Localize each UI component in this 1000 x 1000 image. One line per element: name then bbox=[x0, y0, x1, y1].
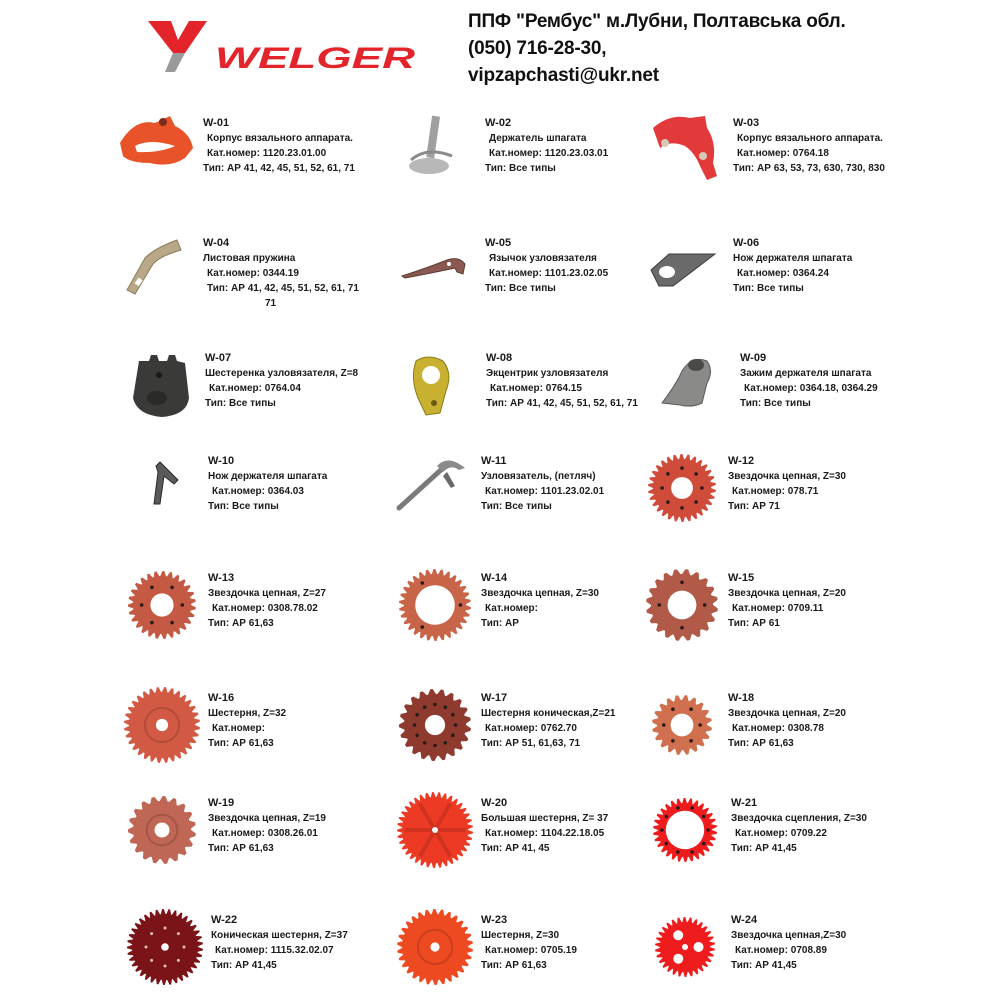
phone-number: (050) 716-28-30, bbox=[468, 38, 607, 59]
part-name: Узловязатель, (петляч) bbox=[481, 471, 596, 482]
part-catalog-number: Кат.номер: 1101.23.02.01 bbox=[485, 486, 605, 497]
gear-icon bbox=[120, 683, 205, 768]
part-name: Большая шестерня, Z= 37 bbox=[481, 813, 609, 824]
part-catalog-number: Кат.номер: 0308.26.01 bbox=[212, 828, 318, 839]
part-code: W-21 bbox=[731, 797, 758, 809]
part-type: Тип: АР 61,63 bbox=[208, 843, 274, 854]
part-catalog-number: Кат.номер: 0364.18, 0364.29 bbox=[744, 383, 878, 394]
part-name: Звездочка сцепления, Z=30 bbox=[731, 813, 867, 824]
part-catalog-number: Кат.номер: 0344.19 bbox=[207, 268, 299, 279]
part-catalog-number: Кат.номер: 0364.03 bbox=[212, 486, 304, 497]
part-catalog-number: Кат.номер: 1120.23.01.00 bbox=[207, 148, 327, 159]
part-name: Шестерня, Z=30 bbox=[481, 930, 560, 941]
part-name: Зажим держателя шпагата bbox=[740, 368, 872, 379]
knotter-hook-icon bbox=[393, 446, 478, 531]
part-card-w07 bbox=[117, 343, 407, 438]
part-type-continuation: 71 bbox=[265, 298, 277, 309]
sprocket-icon bbox=[640, 683, 725, 768]
part-name: Держатель шпагата bbox=[489, 133, 587, 144]
part-code: W-09 bbox=[740, 352, 767, 364]
company-address: ППФ "Рембус" м.Лубни, Полтавська обл. bbox=[468, 11, 846, 32]
part-type: Тип: АР 41,45 bbox=[731, 960, 797, 971]
sprocket-icon bbox=[643, 905, 728, 990]
sprocket-icon bbox=[643, 788, 728, 873]
part-type: Тип: АР 41, 42, 45, 51, 52, 61, 71 bbox=[207, 283, 359, 294]
part-card-w06 bbox=[645, 228, 935, 323]
gear-icon bbox=[393, 905, 478, 990]
sprocket-icon bbox=[640, 446, 725, 531]
welger-logo bbox=[145, 18, 420, 73]
part-name: Звездочка цепная, Z=30 bbox=[481, 588, 599, 599]
part-code: W-02 bbox=[485, 117, 512, 129]
part-code: W-22 bbox=[211, 914, 238, 926]
part-name: Корпус вязального аппарата. bbox=[207, 133, 353, 144]
part-catalog-number: Кат.номер: 0764.15 bbox=[490, 383, 582, 394]
part-type: Тип: АР 71 bbox=[728, 501, 780, 512]
sprocket-icon bbox=[120, 788, 205, 873]
part-code: W-08 bbox=[486, 352, 513, 364]
part-card-w18 bbox=[640, 683, 930, 778]
part-card-w22 bbox=[123, 905, 413, 1000]
part-type: Тип: АР 61,63 bbox=[728, 738, 794, 749]
sprocket-icon bbox=[393, 563, 478, 648]
part-code: W-05 bbox=[485, 237, 512, 249]
sprocket-icon bbox=[120, 563, 205, 648]
part-card-w10 bbox=[120, 446, 410, 541]
part-type: Тип: Все типы bbox=[485, 283, 556, 294]
part-card-w03 bbox=[645, 108, 935, 203]
email-address: vipzapchasti@ukr.net bbox=[468, 65, 659, 86]
part-card-w13 bbox=[120, 563, 410, 658]
part-code: W-12 bbox=[728, 455, 755, 467]
part-catalog-number: Кат.номер: 1115.32.02.07 bbox=[215, 945, 334, 956]
part-catalog-number: Кат.номер: 0364.24 bbox=[737, 268, 829, 279]
part-name: Шестерня коническая,Z=21 bbox=[481, 708, 616, 719]
part-type: Тип: АР 41,45 bbox=[211, 960, 277, 971]
part-card-w02 bbox=[397, 108, 687, 203]
bent-knife-icon bbox=[120, 446, 205, 531]
part-catalog-number: Кат.номер: 0308.78 bbox=[732, 723, 824, 734]
part-name: Шестеренка узловязателя, Z=8 bbox=[205, 368, 359, 379]
knotter-tongue-icon bbox=[397, 228, 482, 313]
part-catalog-number: Кат.номер: 0709.22 bbox=[735, 828, 827, 839]
part-card-w05 bbox=[397, 228, 687, 323]
part-name: Нож держателя шпагата bbox=[208, 471, 328, 482]
part-card-w15 bbox=[640, 563, 930, 658]
part-type: Тип: АР bbox=[481, 618, 519, 629]
part-name: Корпус вязального аппарата. bbox=[737, 133, 883, 144]
part-name: Звездочка цепная, Z=19 bbox=[208, 813, 326, 824]
part-name: Звездочка цепная, Z=20 bbox=[728, 588, 846, 599]
eccentric-cam-icon bbox=[398, 343, 483, 428]
part-code: W-04 bbox=[203, 237, 230, 249]
part-catalog-number: Кат.номер: bbox=[485, 603, 538, 614]
part-catalog-number: Кат.номер: bbox=[212, 723, 265, 734]
part-code: W-24 bbox=[731, 914, 758, 926]
part-type: Тип: Все типы bbox=[205, 398, 276, 409]
part-card-w16 bbox=[120, 683, 410, 778]
part-code: W-13 bbox=[208, 572, 235, 584]
bevel-gear-icon bbox=[123, 905, 208, 990]
part-card-w20 bbox=[393, 788, 683, 883]
part-card-w08 bbox=[398, 343, 688, 438]
part-name: Звездочка цепная,Z=30 bbox=[731, 930, 847, 941]
welger-logo-icon bbox=[145, 18, 420, 73]
part-catalog-number: Кат.номер: 1101.23.02.05 bbox=[489, 268, 609, 279]
part-type: Тип: АР 41, 42, 45, 51, 52, 61, 71 bbox=[486, 398, 638, 409]
bevel-gear-icon bbox=[393, 683, 478, 768]
contact-info bbox=[468, 8, 846, 89]
knife-plate-icon bbox=[645, 228, 730, 313]
part-type: Тип: АР 41, 45 bbox=[481, 843, 550, 854]
part-card-w01 bbox=[115, 108, 405, 203]
part-type: Тип: АР 41,45 bbox=[731, 843, 797, 854]
part-type: Тип: АР 61,63 bbox=[208, 738, 274, 749]
sprocket-icon bbox=[640, 563, 725, 648]
part-code: W-11 bbox=[481, 455, 507, 467]
part-code: W-18 bbox=[728, 692, 755, 704]
part-name: Звездочка цепная, Z=30 bbox=[728, 471, 846, 482]
part-code: W-17 bbox=[481, 692, 508, 704]
svg-text:WELGER: WELGER bbox=[215, 42, 416, 73]
part-type: Тип: АР 61 bbox=[728, 618, 780, 629]
part-type: Тип: АР 51, 61,63, 71 bbox=[481, 738, 581, 749]
part-name: Нож держателя шпагата bbox=[733, 253, 853, 264]
part-type: Тип: АР 61,63 bbox=[481, 960, 547, 971]
part-name: Звездочка цепная, Z=27 bbox=[208, 588, 326, 599]
part-catalog-number: Кат.номер: 1104.22.18.05 bbox=[485, 828, 605, 839]
part-type: Тип: Все типы bbox=[733, 283, 804, 294]
part-code: W-15 bbox=[728, 572, 755, 584]
gear-icon bbox=[393, 788, 478, 873]
part-card-w12 bbox=[640, 446, 930, 541]
part-catalog-number: Кат.номер: 0764.04 bbox=[209, 383, 301, 394]
leaf-spring-icon bbox=[115, 228, 200, 313]
twine-holder-icon bbox=[397, 108, 482, 193]
part-code: W-07 bbox=[205, 352, 232, 364]
part-catalog-number: Кат.номер: 0705.19 bbox=[485, 945, 577, 956]
part-catalog-number: Кат.номер: 0709.11 bbox=[732, 603, 824, 614]
part-code: W-23 bbox=[481, 914, 508, 926]
part-name: Язычок узловязателя bbox=[489, 253, 597, 264]
part-code: W-03 bbox=[733, 117, 760, 129]
part-card-w19 bbox=[120, 788, 410, 883]
part-catalog-number: Кат.номер: 0764.18 bbox=[737, 148, 829, 159]
part-code: W-10 bbox=[208, 455, 235, 467]
part-type: Тип: Все типы bbox=[485, 163, 556, 174]
part-card-w09 bbox=[652, 343, 942, 438]
part-name: Коническая шестерня, Z=37 bbox=[211, 930, 348, 941]
part-type: Тип: АР 61,63 bbox=[208, 618, 274, 629]
part-type: Тип: Все типы bbox=[208, 501, 279, 512]
part-catalog-number: Кат.номер: 078.71 bbox=[732, 486, 819, 497]
part-type: Тип: АР 63, 53, 73, 630, 730, 830 bbox=[733, 163, 885, 174]
part-code: W-14 bbox=[481, 572, 508, 584]
part-card-w23 bbox=[393, 905, 683, 1000]
part-code: W-06 bbox=[733, 237, 760, 249]
pinion-gear-icon bbox=[117, 343, 202, 428]
part-code: W-01 bbox=[203, 117, 230, 129]
part-name: Листовая пружина bbox=[203, 253, 296, 264]
part-name: Шестерня, Z=32 bbox=[208, 708, 287, 719]
part-type: Тип: Все типы bbox=[740, 398, 811, 409]
knotter-frame-icon bbox=[645, 108, 730, 193]
part-catalog-number: Кат.номер: 0308.78.02 bbox=[212, 603, 318, 614]
part-name: Экцентрик узловязателя bbox=[486, 368, 609, 379]
part-name: Звездочка цепная, Z=20 bbox=[728, 708, 846, 719]
part-card-w24 bbox=[643, 905, 933, 1000]
part-code: W-20 bbox=[481, 797, 508, 809]
part-catalog-number: Кат.номер: 1120.23.03.01 bbox=[489, 148, 609, 159]
part-catalog-number: Кат.номер: 0708.89 bbox=[735, 945, 827, 956]
knotter-frame-icon bbox=[115, 108, 200, 193]
part-catalog-number: Кат.номер: 0762.70 bbox=[485, 723, 577, 734]
part-type: Тип: АР 41, 42, 45, 51, 52, 61, 71 bbox=[203, 163, 355, 174]
part-code: W-19 bbox=[208, 797, 235, 809]
twine-clamp-icon bbox=[652, 343, 737, 428]
part-card-w21 bbox=[643, 788, 933, 883]
part-code: W-16 bbox=[208, 692, 235, 704]
part-card-w04 bbox=[115, 228, 405, 323]
part-type: Тип: Все типы bbox=[481, 501, 552, 512]
